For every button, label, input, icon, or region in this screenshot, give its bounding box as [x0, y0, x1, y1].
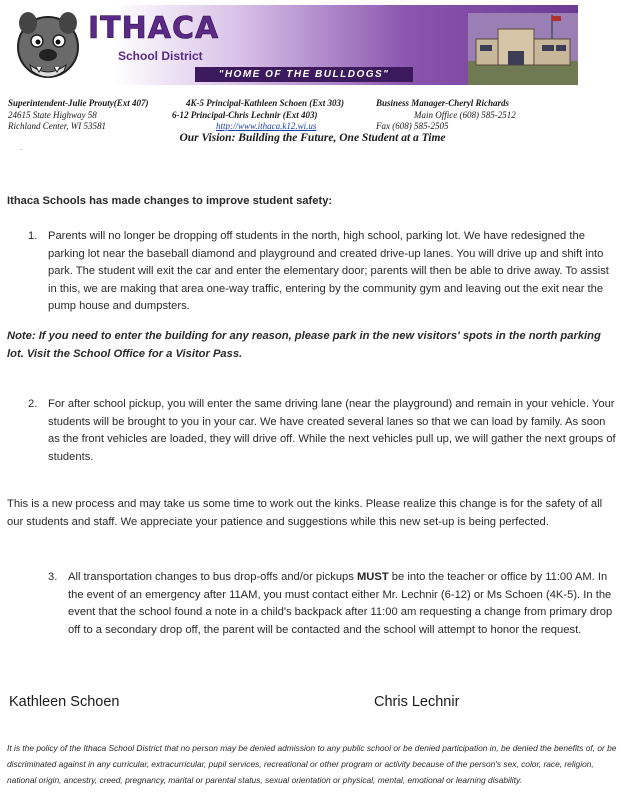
transportation-instructions: [68, 569, 616, 639]
school-building-photo: [468, 13, 578, 85]
pickup-instructions: For after school pickup, you will enter the same driving lane (near the playground) and remain in your vehicle. Your students will be brought to you in your car. We have created several lanes so that we can load by family. As soon as the front vehicles are loaded, they will drive off. While the next vehicles pull up, we will gather the next groups of students.: [48, 398, 616, 463]
list-number: 3.: [48, 571, 58, 583]
city-state-zip: Richland Center, WI 53581: [8, 121, 106, 131]
main-office-phone: Main Office (608) 585-2512: [414, 110, 516, 120]
list-number: 1.: [28, 230, 38, 242]
dropoff-instructions: Parents will no longer be dropping off students in the north, high school, parking lot. We have redesigned the parking lot near the baseball diamond and playground and created drive-up lanes. You will drive up and shift into park. The student will exit the car and enter the elementary door; parents will then be able to drive away. To assist in this, we are making that area one-way traffic, entering by the community gym and leaving out the exit near the pump house and dumpsters.: [48, 230, 609, 312]
list-item-pickup: [28, 396, 618, 466]
must-emphasis: MUST: [356, 571, 389, 583]
non-discrimination-policy: It is the policy of the Ithaca School District that no person may be denied admission to any public school or be denied participation in, be denied the benefits of, or be discriminated against in any curricular, extracurricular, pupil services, recreational or other program or activity because of the person's sex, color, race, religion, national origin, ancestry, creed, pregnancy, marital or parental status, sexual orientation or physical, mental, emotional or learning disability.: [7, 743, 617, 785]
district-name: ITHACA: [88, 11, 220, 46]
website-link-wrapper: [216, 121, 316, 131]
elementary-principal-contact: 4K-5 Principal-Kathleen Schoen (Ext 303): [186, 98, 345, 108]
district-motto: "HOME OF THE BULLDOGS": [195, 67, 413, 82]
business-manager-contact: Business Manager-Cheryl Richards: [376, 98, 510, 108]
secondary-principal-contact: 6-12 Principal-Chris Lechnir (Ext 403): [172, 110, 318, 120]
vision-statement: Our Vision: Building the Future, One Student at a Time: [179, 132, 446, 144]
list-number: 2.: [28, 398, 38, 410]
visitor-note: Note: If you need to enter the building for any reason, please park in the new visitors' spots in the north parking lot. Visit the School Office for a Visitor Pass.: [7, 330, 601, 360]
letterhead-banner: [10, 5, 578, 85]
street-address: 24615 State Highway 58: [8, 110, 97, 120]
signature-kathleen-schoen: Kathleen Schoen: [9, 694, 120, 710]
bulldog-mascot-icon: [14, 9, 82, 81]
process-paragraph: This is a new process and may take us some time to work out the kinks. Please realize this change is for the safety of all our students and staff. We appreciate your patience and suggestions while this new set-up is being perfected.: [7, 498, 603, 528]
fax-number: Fax (608) 585-2505: [376, 121, 449, 131]
transportation-text-start: All transportation changes to bus drop-offs and/or pickups: [68, 571, 357, 583]
district-subtitle: School District: [118, 49, 203, 63]
list-item-dropoff: [28, 228, 618, 316]
superintendent-contact: Superintendent-Julie Prouty(Ext 407): [8, 98, 149, 108]
safety-heading: Ithaca Schools has made changes to improve student safety:: [7, 195, 333, 207]
signature-chris-lechnir: Chris Lechnir: [374, 694, 460, 710]
list-item-transportation: [48, 569, 616, 639]
website-link[interactable]: http://www.ithaca.k12.wi.us: [216, 121, 317, 131]
transportation-text-end: be into the teacher or office by 11:00 AM. In the event of an emergency after 11AM, you must contact either Mr. Lechnir (6-12) or Ms Schoen (4K-5). In the event that the school found a note in a child's backpack after 11:00 am requesting a change from primary drop off to a secondary drop off, the parent will be contacted and the school will attempt to honor the request.: [68, 571, 613, 636]
decorative-dot: .: [20, 143, 23, 152]
